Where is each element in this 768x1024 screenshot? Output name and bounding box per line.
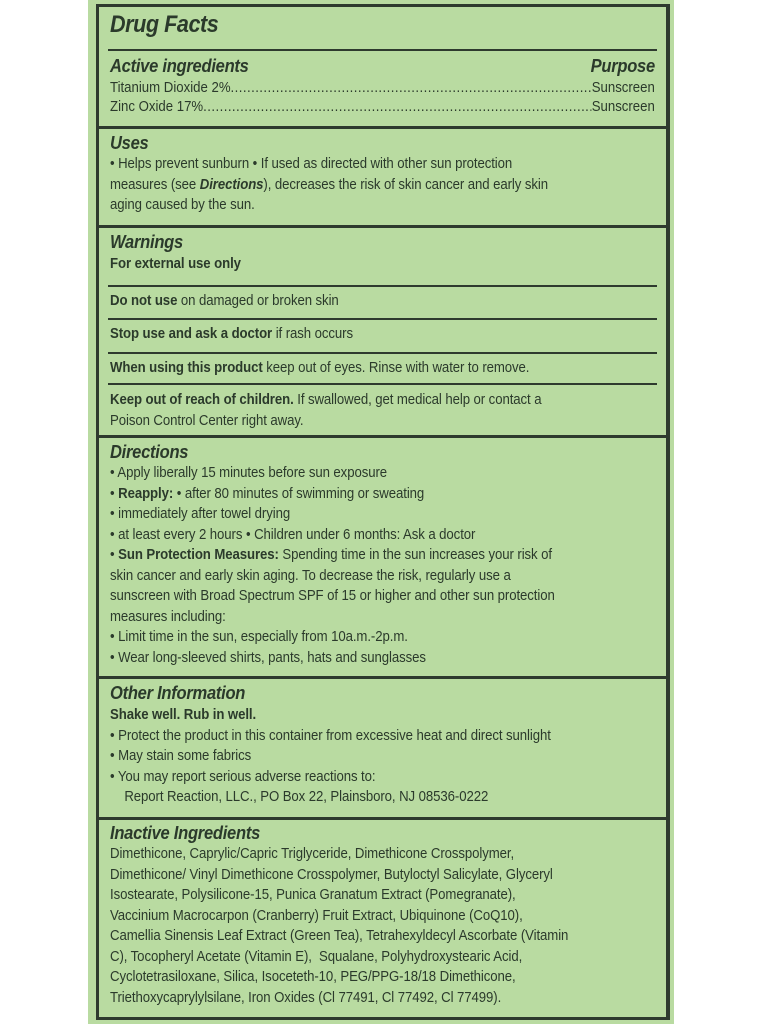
active-ingredient-row xyxy=(110,78,655,97)
directions-line: • Sun Protection Measures: Spending time in the sun increases your risk of xyxy=(110,546,552,563)
directions-heading: Directions xyxy=(110,442,189,462)
warning-item: Stop use and ask a doctor if rash occurs xyxy=(110,325,353,342)
divider xyxy=(108,352,657,354)
warnings-section xyxy=(99,232,666,275)
drug-facts-header xyxy=(99,11,666,39)
other-information-section xyxy=(99,683,666,808)
inactive-ingredients-line: Isostearate, Polysilicone-15, Punica Granatum Extract (Pomegranate), xyxy=(110,886,516,903)
section-divider xyxy=(99,435,666,438)
other-info-line: • May stain some fabrics xyxy=(110,747,252,764)
other-info-line: • Protect the product in this container from excessive heat and direct sunlight xyxy=(110,726,551,744)
other-information-heading: Other Information xyxy=(110,683,246,703)
uses-line: • Helps prevent sunburn • If used as directed with other sun protection xyxy=(110,155,513,172)
active-ingredients-header-row xyxy=(110,56,655,77)
directions-line: measures including: xyxy=(110,607,226,625)
inactive-ingredients-line: Dimethicone/ Vinyl Dimethicone Crosspolymer, Butyloctyl Salicylate, Glyceryl xyxy=(110,865,553,883)
inactive-ingredients-line: Camellia Sinensis Leaf Extract (Green Tea), Tetrahexyldecyl Ascorbate (Vitamin xyxy=(110,927,569,944)
uses-line: aging caused by the sun. xyxy=(110,196,255,213)
active-ingredients-heading: Active ingredients xyxy=(110,56,249,76)
directions-line: skin cancer and early skin aging. To decrease the risk, regularly use a xyxy=(110,566,511,584)
drug-facts-panel xyxy=(96,4,670,1020)
directions-section xyxy=(99,442,666,668)
ingredient-name: Zinc Oxide 17% xyxy=(110,98,204,115)
warning-item: When using this product keep out of eyes. Rinse with water to remove. xyxy=(110,359,530,376)
divider xyxy=(108,49,657,51)
shake-instruction: Shake well. Rub in well. xyxy=(110,706,257,723)
other-info-line: • You may report serious adverse reactions to: xyxy=(110,767,376,785)
ingredient-name: Titanium Dioxide 2% xyxy=(110,79,231,96)
inactive-ingredients-line: Cyclotetrasiloxane, Silica, Isoceteth-10, PEG/PPG-18/18 Dimethicone, xyxy=(110,968,516,985)
leader-dots xyxy=(203,97,592,116)
section-divider xyxy=(99,225,666,228)
directions-reference: Directions xyxy=(199,175,264,193)
external-use-warning: For external use only xyxy=(110,255,241,272)
warning-item: Keep out of reach of children. If swallowed, get medical help or contact a Poison Control Center right away. xyxy=(110,391,542,429)
report-address: Report Reaction, LLC., PO Box 22, Plainsboro, NJ 08536-0222 xyxy=(110,788,489,805)
inactive-ingredients-line: Dimethicone, Caprylic/Capric Triglyceride, Dimethicone Crosspolymer, xyxy=(110,845,515,862)
divider xyxy=(108,383,657,385)
directions-line: sunscreen with Broad Spectrum SPF of 15 or higher and other sun protection xyxy=(110,587,555,604)
inactive-ingredients-line: C), Tocopheryl Acetate (Vitamin E), Squalane, Polyhydroxystearic Acid, xyxy=(110,947,523,965)
inactive-ingredients-line: Triethoxycaprylylsilane, Iron Oxides (Cl 77491, Cl 77492, Cl 77499). xyxy=(110,988,502,1006)
directions-line: • Limit time in the sun, especially from 10a.m.-2p.m. xyxy=(110,628,408,645)
warning-item: Do not use on damaged or broken skin xyxy=(110,292,339,309)
divider xyxy=(108,285,657,287)
section-divider xyxy=(99,676,666,679)
active-ingredient-row xyxy=(110,97,655,116)
inactive-ingredients-line: Vaccinium Macrocarpon (Cranberry) Fruit Extract, Ubiquinone (CoQ10), xyxy=(110,906,523,924)
uses-line: measures (see Directions), decreases the risk of skin cancer and early skin xyxy=(110,175,549,193)
section-divider xyxy=(99,817,666,820)
section-divider xyxy=(99,126,666,129)
inactive-ingredients-section xyxy=(99,823,666,1008)
uses-section xyxy=(99,133,666,216)
uses-heading: Uses xyxy=(110,133,149,153)
warnings-heading: Warnings xyxy=(110,232,183,252)
active-ingredients-section xyxy=(99,56,666,116)
directions-line: • Apply liberally 15 minutes before sun exposure xyxy=(110,464,388,481)
ingredient-purpose: Sunscreen xyxy=(591,98,655,115)
directions-line: • Wear long-sleeved shirts, pants, hats and sunglasses xyxy=(110,648,426,666)
page-title: Drug Facts xyxy=(110,11,219,38)
inactive-ingredients-heading: Inactive Ingredients xyxy=(110,823,261,843)
directions-line: • immediately after towel drying xyxy=(110,505,291,522)
purpose-heading: Purpose xyxy=(590,56,655,76)
directions-line: • Reapply: • after 80 minutes of swimming or sweating xyxy=(110,484,425,502)
ingredient-purpose: Sunscreen xyxy=(591,79,655,96)
leader-dots xyxy=(231,78,592,97)
directions-line: • at least every 2 hours • Children under 6 months: Ask a doctor xyxy=(110,525,476,543)
divider xyxy=(108,318,657,320)
